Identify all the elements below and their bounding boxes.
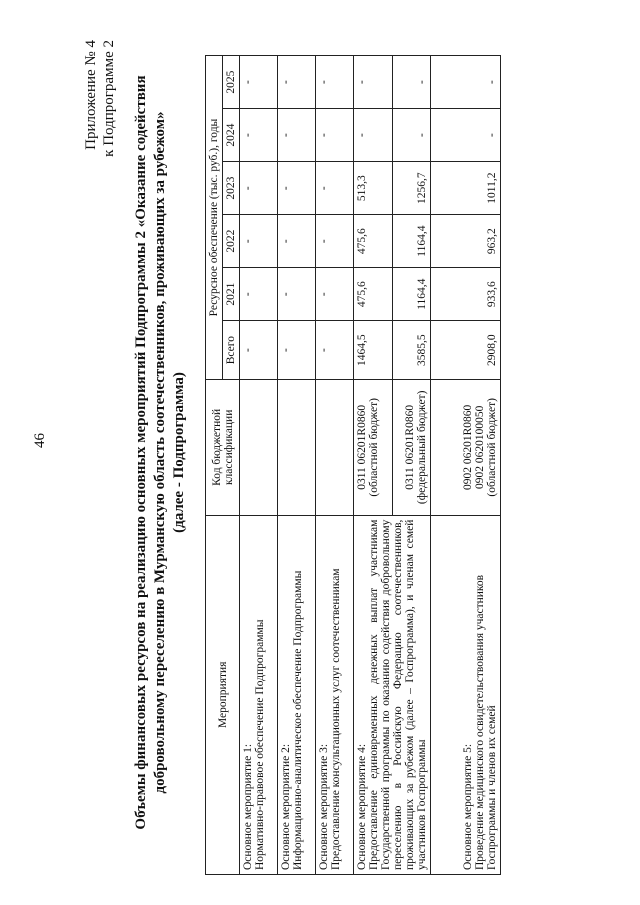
header-budget-code: Код бюджетной классификации xyxy=(206,380,240,516)
title-line-1: Объемы финансовых ресурсов на реализацию основных мероприятий Подпрограммы 2 «Оказание содействия xyxy=(133,75,149,830)
code-cell: 0311 06201R0860 (федеральный бюджет) xyxy=(392,380,431,516)
value-cell: - xyxy=(240,321,278,380)
appendix-line-2: к Подпрограмме 2 xyxy=(101,40,117,157)
value-cell: - xyxy=(354,109,393,162)
value-cell: - xyxy=(240,56,278,109)
title-line-3: (далее - Подпрограмма) xyxy=(171,372,187,533)
value-cell: - xyxy=(431,56,501,109)
appendix-line-1: Приложение № 4 xyxy=(83,40,99,150)
header-resources: Ресурсное обеспечение (тыс. руб.), годы xyxy=(206,56,223,380)
code-cell: 0311 06201R0860 (областной бюджет) xyxy=(354,380,393,516)
value-cell: - xyxy=(431,109,501,162)
value-cell: - xyxy=(240,268,278,321)
value-cell: 1164,4 xyxy=(392,268,431,321)
value-cell: - xyxy=(316,268,354,321)
activity-cell: Основное мероприятие 2: Информационно-аналитическое обеспечение Подпрограммы xyxy=(278,515,316,874)
value-cell: 963,2 xyxy=(431,215,501,268)
appendix-note xyxy=(82,40,118,157)
value-cell: - xyxy=(278,268,316,321)
activity-cell: Основное мероприятие 3: Предоставление консультационных услуг соотечественникам xyxy=(316,515,354,874)
value-cell: 1464,5 xyxy=(354,321,393,380)
header-2022: 2022 xyxy=(223,215,240,268)
code-cell xyxy=(278,380,316,516)
activity-cell: Основное мероприятие 1: Нормативно-правовое обеспечение Подпрограммы xyxy=(240,515,278,874)
header-2024: 2024 xyxy=(223,109,240,162)
value-cell: - xyxy=(316,162,354,215)
value-cell: - xyxy=(278,321,316,380)
value-cell: 1164,4 xyxy=(392,215,431,268)
table-row xyxy=(316,56,354,875)
code-cell xyxy=(316,380,354,516)
value-cell: - xyxy=(240,109,278,162)
table-row xyxy=(278,56,316,875)
code-cell: 0902 06201R0860 0902 0620100050 (областной бюджет) xyxy=(431,380,501,516)
document-title xyxy=(132,60,189,845)
activity-cell: Основное мероприятие 5: Проведение медицинского освидетельствования участников Госпрограммы и членов их семей xyxy=(431,515,501,874)
value-cell: - xyxy=(392,56,431,109)
value-cell: 1011,2 xyxy=(431,162,501,215)
value-cell: - xyxy=(316,321,354,380)
value-cell: 2908,0 xyxy=(431,321,501,380)
value-cell: 475,6 xyxy=(354,268,393,321)
activity-cell: Основное мероприятие 4: Предоставление единовременных денежных выплат участникам Государственной программы по оказанию содействия добровольному переселению в Российскую Федерацию соотечественников, проживающих за рубежом (далее – Госпрограмма), и членам семей участников Госпрограммы xyxy=(354,515,431,874)
value-cell: - xyxy=(392,109,431,162)
value-cell: - xyxy=(354,56,393,109)
value-cell: - xyxy=(316,56,354,109)
value-cell: - xyxy=(278,162,316,215)
value-cell: - xyxy=(278,56,316,109)
title-line-2: добровольному переселению в Мурманскую область соотечественников, проживающих за рубежом» xyxy=(152,111,168,794)
value-cell: - xyxy=(278,215,316,268)
value-cell: - xyxy=(316,109,354,162)
header-total: Всего xyxy=(223,321,240,380)
table-row xyxy=(354,56,393,875)
value-cell: 933,6 xyxy=(431,268,501,321)
header-2021: 2021 xyxy=(223,268,240,321)
value-cell: 475,6 xyxy=(354,215,393,268)
header-2025: 2025 xyxy=(223,56,240,109)
table-row xyxy=(431,56,501,875)
header-activities: Мероприятия xyxy=(206,515,240,874)
value-cell: - xyxy=(278,109,316,162)
value-cell: 1256,7 xyxy=(392,162,431,215)
header-2023: 2023 xyxy=(223,162,240,215)
value-cell: - xyxy=(240,162,278,215)
code-cell xyxy=(240,380,278,516)
value-cell: 3585,5 xyxy=(392,321,431,380)
value-cell: - xyxy=(240,215,278,268)
value-cell: - xyxy=(316,215,354,268)
value-cell: 513,3 xyxy=(354,162,393,215)
table-row xyxy=(240,56,278,875)
page-number: 46 xyxy=(32,433,48,448)
resources-table xyxy=(205,55,501,875)
